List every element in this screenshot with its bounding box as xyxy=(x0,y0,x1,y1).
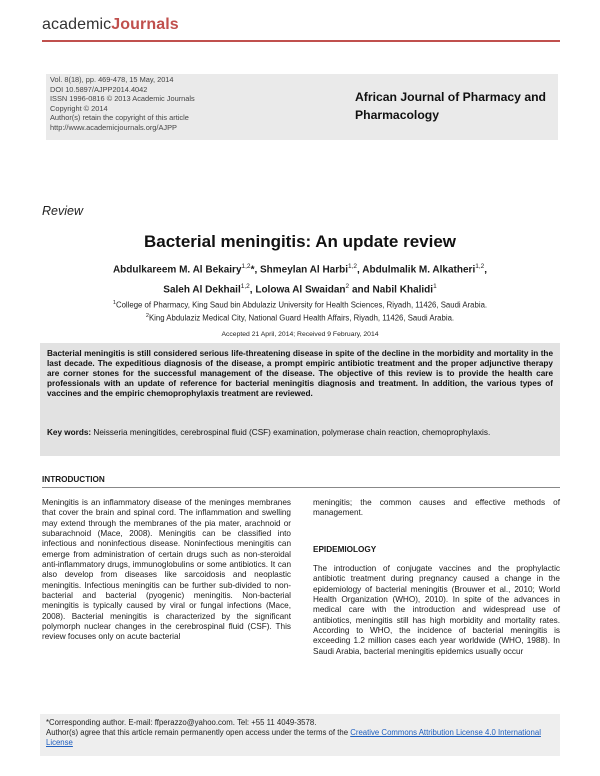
corresponding-author: *Corresponding author. E-mail: ffperazzo@yahoo.com. Tel: +55 11 4049-3578. xyxy=(46,718,317,727)
epidemiology-text: The introduction of conjugate vaccines and the prophylactic antibiotic treatment during pregnancy caused a change in the epidemiology of bacterial meningitis (Brouwer et al., 2010; World Health Organization (WHO), 2010). In spite of the advances in medical care with the introduction and widespread use of antibiotics, meningitis still has high morbidity and mortality rates. According to WHO, the incidence of bacterial meningitis is exceeding 1.2 million cases each year worldwide (WHO, 1988). In Saudi Arabia, bacterial meningitis epidemics usually occur xyxy=(313,564,560,656)
journal-name: African Journal of Pharmacy and Pharmacology xyxy=(355,90,546,122)
article-title: Bacterial meningitis: An update review xyxy=(143,232,457,251)
license-note: Author(s) agree that this article remain permanently open access under the terms of the Creative Commons Attribution License 4.0 International License xyxy=(46,728,541,747)
section-rule xyxy=(42,487,560,488)
epidemiology-heading: EPIDEMIOLOGY xyxy=(313,545,377,554)
meta-copyright: Copyright © 2014 xyxy=(50,103,108,113)
footnote xyxy=(46,718,554,748)
author-list: Abdulkareem M. Al Bekairy$^{1,2}$*, Shmeylan Al Harbi$^{1,2}$, Abdulmalik M. Alkatheri$^{1,2}$, Saleh Al Dekhail$^{1,2}$, Lolowa Al Swaidan$^2$ and Nabil Khalidi$^1$ xyxy=(112,263,488,296)
license-link[interactable]: Creative Commons Attribution License 4.0 International License xyxy=(46,728,541,747)
header-rule xyxy=(42,40,560,42)
intro-continued-text: meningitis; the common causes and effective methods of management. xyxy=(313,498,560,518)
keywords-list: Neisseria meningitides, cerebrospinal fluid (CSF) examination, polymerase chain reaction, chemoprophylaxis. xyxy=(91,428,491,437)
article-type: Review xyxy=(42,204,83,218)
meta-rights: Author(s) retain the copyright of this article xyxy=(50,113,189,123)
affiliation-2: $^2$King Abdulaziz Medical City, National Guard Health Affairs, Riyadh, 11426, Saudi Arabia. xyxy=(145,312,455,323)
article-dates: Accepted 21 April, 2014; Received 9 February, 2014 xyxy=(221,331,379,338)
keywords xyxy=(47,428,553,438)
keywords-label: Key words: xyxy=(47,428,92,437)
meta-volume: Vol. 8(18), pp. 469-478, 15 May, 2014 xyxy=(50,75,174,84)
meta-issn: ISSN 1996-0816 © 2013 Academic Journals xyxy=(50,94,195,104)
journal-logo: academicJournals xyxy=(42,16,179,33)
meta-doi: DOI 10.5897/AJPP2014.4042 xyxy=(50,84,148,94)
intro-text: Meningitis is an inflammatory disease of the meninges membranes that cover the brain and spinal cord. The inflammation and swelling may extend through the membranes of the pia mater, arachnoid or subarachnoid (Mace, 2008). Meningitis can be classified into infectious and noninfectious disease. Noninfectious meningitis can emerge from administration of certain drugs such as non-steroidal anti-inflammatory drugs, immunoglobulins or some antibiotics. It can also develop from diseases like sarcoidosis and neoplastic meningitis. Infectious meningitis can be further sub-divided to non-bacterial and bacterial (pyogenic) meningitis. Non-bacterial meningitis is typically caused by viral or fungal infections (Mace, 2008). Bacterial meningitis is characterized by the significant polymorph nuclear changes in the cerebrospinal fluid (CSF). This review focuses only on acute bacterial xyxy=(42,498,291,642)
affiliations xyxy=(50,298,550,323)
intro-heading: INTRODUCTION xyxy=(42,475,105,484)
article-meta xyxy=(50,75,195,133)
meta-url[interactable]: http://www.academicjournals.org/AJPP xyxy=(50,122,177,132)
abstract-text: Bacterial meningitis is still considered serious life-threatening disease in spite of the decline in the morbidity and mortality in the last decade. The expeditious diagnosis of the disease, a prompt empiric antibiotic treatment and the proper adjunctive therapy are corner stones for the successful management of the disease. The objective of this review is to provide the health care professionals with an update of reference for bacterial meningitis diagnosis and treatment. In addition, the various types of vaccines and the empiric chemoprophylaxis treatment are reviewed. xyxy=(47,349,553,399)
affiliation-1: $^1$College of Pharmacy, King Saud bin Abdulaziz University for Health Sciences, Riyadh, 11426, Saudi Arabia. xyxy=(112,300,488,310)
